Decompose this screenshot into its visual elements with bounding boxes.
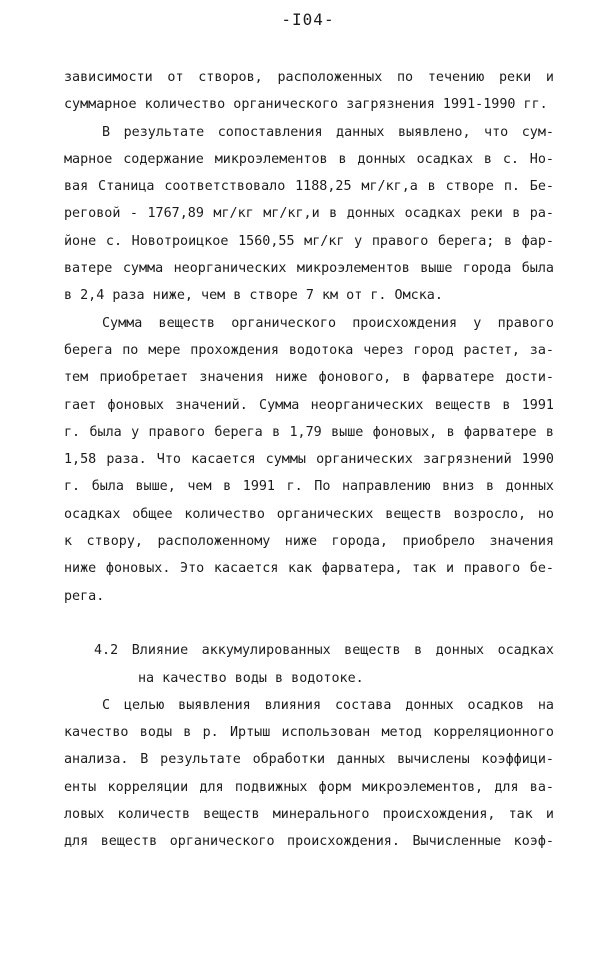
text-line: Сумма веществ органического происхождения у правого [102,315,554,331]
text-line: берега по мере прохождения водотока через город растет, за- [64,342,554,358]
section-heading: 4.2 Влияние аккумулированных веществ в донных осадках [94,643,554,659]
page-number: -I04- [281,10,335,29]
text-line: В результате сопоставления данных выявлено, что сум- [102,124,554,140]
text-line: йоне с. Новотроицкое 1560,55 мг/кг у правого берега; в фар- [64,233,554,249]
text-line: ватере сумма неорганических микроэлементов выше города была [64,261,554,277]
text-line: ниже фоновых. Это касается как фарватера, так и правого бе- [64,561,554,577]
section-heading: на качество воды в водотоке. [138,670,364,686]
text-line: марное содержание микроэлементов в донных осадках в с. Но- [64,151,554,167]
text-line: енты корреляции для подвижных форм микроэлементов, для ва- [64,779,554,795]
text-line: вая Станица соответствовало 1188,25 мг/кг,а в створе п. Бе- [64,179,554,195]
text-line: ловых количеств веществ минерального происхождения, так и [64,807,554,823]
text-line: качество воды в р. Иртыш использован метод корреляционного [64,725,554,741]
text-line: для веществ органического происхождения. Вычисленные коэф- [64,834,554,850]
text-line: осадках общее количество органических веществ возросло, но [64,506,554,522]
text-line: зависимости от створов, расположенных по течению реки и [64,70,554,85]
text-line: реговой - 1767,89 мг/кг мг/кг,и в донных осадках реки в ра- [64,206,554,222]
text-line: г. была у правого берега в 1,79 выше фоновых, в фарватере в [64,424,554,440]
text-line: тем приобретает значения ниже фонового, в фарватере дости- [64,370,554,386]
text-line: к створу, расположенному ниже города, приобрело значения [64,534,554,550]
paragraph-gap [64,610,554,637]
page-body [64,64,554,856]
text-line: анализа. В результате обработки данных вычислены коэффици- [64,752,554,768]
text-line: рега. [64,588,105,604]
text-line: суммарное количество органического загрязнения 1991-1990 гг. [64,97,548,113]
text-line: гает фоновых значений. Сумма неорганических веществ в 1991 [64,397,554,413]
text-line: С целью выявления влияния состава донных осадков на [102,697,554,713]
text-line: г. была выше, чем в 1991 г. По направлению вниз в донных [64,479,554,495]
text-line: 1,58 раза. Что касается суммы органических загрязнений 1990 [64,452,554,468]
text-line: в 2,4 раза ниже, чем в створе 7 км от г. Омска. [64,288,443,304]
